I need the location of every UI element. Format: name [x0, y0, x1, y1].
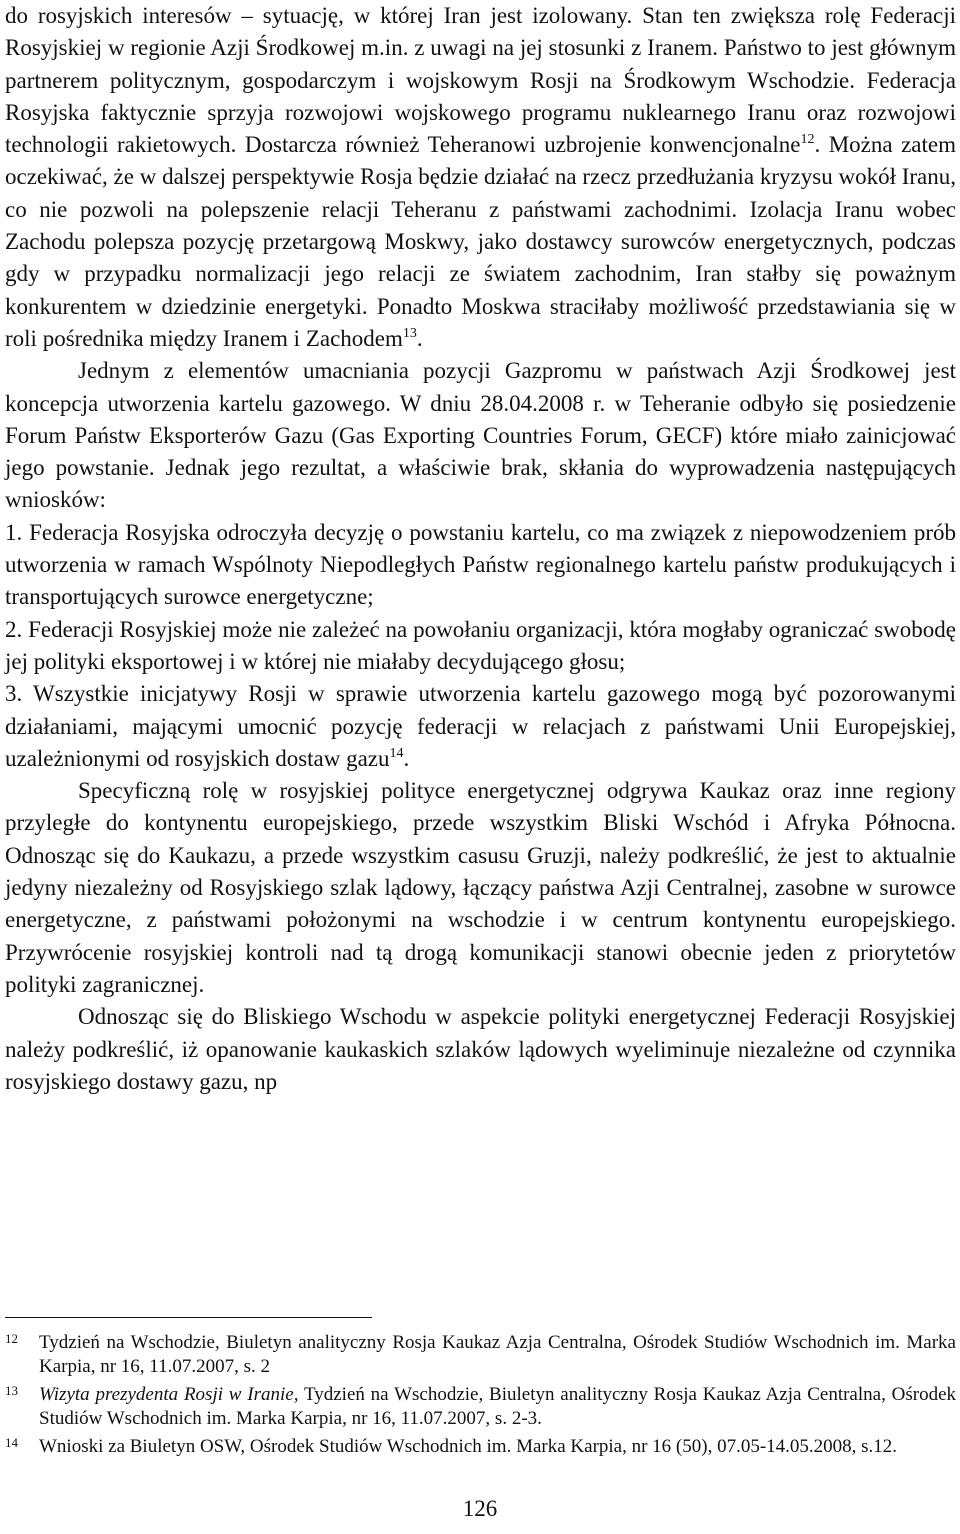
list-item-3-text: 3. Wszystkie inicjatywy Rosji w sprawie utworzenia kartelu gazowego mogą być pozorowanymi działaniami, mającymi umocnić pozycję federacji w relacjach z państwami Unii Europejskiej, uzależnionymi od rosyjskich dostaw gazu — [5, 681, 956, 771]
footnote-text: Wnioski za Biuletyn OSW, Ośrodek Studiów Wschodnich im. Marka Karpia, nr 16 (50), 07.05-14.05.2008, s.12. — [39, 1436, 898, 1457]
list-item-2: 2. Federacji Rosyjskiej może nie zależeć na powołaniu organizacji, która mogłaby ograniczać swobodę jej polityki eksportowej i w której nie miałaby decydującego głosu; — [5, 616, 956, 674]
list-item-3 — [5, 678, 956, 775]
footnote-italic-title: Wizyta prezydenta Rosji w Iranie, — [39, 1384, 299, 1405]
footnote-text: Tydzień na Wschodzie, Biuletyn analityczny Rosja Kaukaz Azja Centralna, Ośrodek Studiów Wschodnich im. Marka Karpia, nr 16, 11.07.2007, s. 2-3. — [39, 1384, 957, 1429]
paragraph-1-text-c: . — [416, 325, 423, 351]
footnote-ref-13[interactable]: 13 — [402, 325, 417, 341]
footnote-ref-14[interactable]: 14 — [389, 745, 404, 761]
footnote-separator — [5, 1317, 372, 1318]
page-number: 126 — [462, 1496, 498, 1521]
paragraph-4: Odnosząc się do Bliskiego Wschodu w aspekcie polityki energetycznej Federacji Rosyjskiej należy podkreślić, iż opanowanie kaukaskich szlaków lądowych wyeliminuje niezależne od czynnika rosyjskiego dostawy gazu, np — [5, 1004, 956, 1094]
paragraph-3: Specyficzną rolę w rosyjskiej polityce energetycznej odgrywa Kaukaz oraz inne regiony przyległe do kontynentu europejskiego, przede wszystkim Bliski Wschód i Afryka Północna. Odnosząc się do Kaukazu, a przede wszystkim casusu Gruzji, należy podkreślić, że jest to aktualnie jedyny niezależny od Rosyjskiego szlak lądowy, łączący państwa Azji Centralnej, zasobne w surowce energetyczne, z państwami położonymi na wschodzie i w centrum kontynentu europejskiego. Przywrócenie rosyjskiej kontroli nad tą drogą komunikacji stanowi obecnie jeden z priorytetów polityki zagranicznej. — [5, 778, 956, 997]
footnotes — [5, 1331, 956, 1463]
footnote-ref-12[interactable]: 12 — [800, 132, 815, 148]
list-item-3-end: . — [403, 745, 410, 771]
footnote-12 — [5, 1331, 956, 1379]
footnote-number: 14 — [5, 1435, 18, 1450]
footnote-13 — [5, 1383, 956, 1431]
footnote-14 — [5, 1435, 956, 1459]
paragraph-2: Jednym z elementów umacniania pozycji Gazpromu w państwach Azji Środkowej jest koncepcja utworzenia kartelu gazowego. W dniu 28.04.2008 r. w Teheranie odbyło się posiedzenie Forum Państw Eksporterów Gazu (Gas Exporting Countries Forum, GECF) które miało zainicjować jego powstanie. Jednak jego rezultat, a właściwie brak, skłania do wyprowadzenia następujących wniosków: — [5, 358, 956, 513]
footnote-text: Tydzień na Wschodzie, Biuletyn analityczny Rosja Kaukaz Azja Centralna, Ośrodek Studiów Wschodnich im. Marka Karpia, nr 16, 11.07.2007, s. 2 — [39, 1332, 956, 1377]
paragraph-1-text-a: do rosyjskich interesów – sytuację, w której Iran jest izolowany. Stan ten zwiększa rolę Federacji Rosyjskiej w regionie Azji Środkowej m.in. z uwagi na jej stosunki z Iranem. Państwo to jest głównym partnerem politycznym, gospodarczym i wojskowym Rosji na Środkowym Wschodzie. Federacja Rosyjska faktycznie sprzyja rozwojowi wojskowego programu nuklearnego Iranu oraz rozwojowi technologii rakietowych. Dostarcza również Teheranowi uzbrojenie konwencjonalne — [5, 3, 956, 158]
footnote-number: 12 — [5, 1331, 18, 1346]
paragraph-1 — [5, 0, 956, 355]
main-text — [5, 0, 956, 1098]
list-item-1: 1. Federacja Rosyjska odroczyła decyzję o powstaniu kartelu, co ma związek z niepowodzeniem prób utworzenia w ramach Wspólnoty Niepodległych Państw regionalnego kartelu państw produkujących i transportujących surowce energetyczne; — [5, 519, 956, 610]
paragraph-1-text-b: . Można zatem oczekiwać, że w dalszej perspektywie Rosja będzie działać na rzecz przedłużania kryzysu wokół Iranu, co nie pozwoli na polepszenie relacji Teheranu z państwami zachodnimi. Izolacja Iranu wobec Zachodu polepsza pozycję przetargową Moskwy, jako dostawcy surowców energetycznych, podczas gdy w przypadku normalizacji jego relacji ze światem zachodnim, Iran stałby się poważnym konkurentem w dziedzinie energetyki. Ponadto Moskwa straciłaby możliwość przedstawiania się w roli pośrednika między Iranem i Zachodem — [5, 132, 956, 351]
footnote-number: 13 — [5, 1383, 18, 1398]
